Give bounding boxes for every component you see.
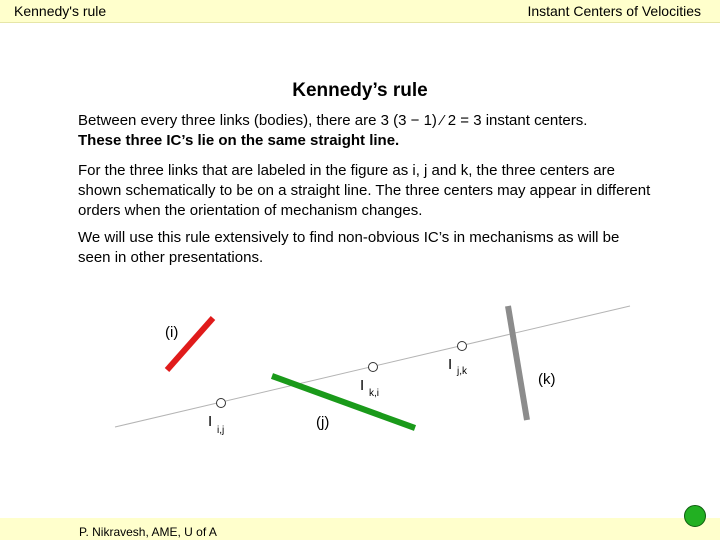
link-j-label: (j) — [316, 414, 330, 431]
header-right-title: Instant Centers of Velocities — [527, 3, 701, 19]
intro-line-2: These three IC’s lie on the same straight line. — [78, 132, 400, 149]
slide-title: Kennedy’s rule — [292, 80, 428, 101]
link-k-bar — [508, 306, 527, 420]
ic-ki-letter: I — [360, 377, 365, 394]
next-slide-button[interactable] — [684, 505, 706, 527]
ic-jk-letter: I — [448, 356, 453, 373]
footer-credit: P. Nikravesh, AME, U of A — [79, 525, 217, 539]
ic-ij-marker — [217, 399, 226, 408]
ic-ij-letter: I — [208, 413, 213, 430]
link-j-bar — [272, 376, 415, 428]
intro-line-1: Between every three links (bodies), there are 3 (3 − 1) ⁄ 2 = 3 instant centers. — [78, 112, 588, 129]
link-k-label: (k) — [538, 371, 556, 388]
ic-ij-subscript: i,j — [217, 425, 225, 436]
ic-ki-marker — [369, 363, 378, 372]
paragraph-links: For the three links that are labeled in the figure as i, j and k, the three centers are shown schematically to be on a straight line. The three centers may appear in different orders when the orientation of mechanism changes. — [78, 162, 651, 219]
ic-jk-subscript: j,k — [457, 366, 467, 377]
ic-jk-marker — [458, 342, 467, 351]
link-i-label: (i) — [165, 324, 179, 341]
paragraph-usage: We will use this rule extensively to find non-obvious IC’s in mechanisms as will be seen in other presentations. — [78, 229, 620, 266]
header-left-title: Kennedy's rule — [14, 3, 107, 19]
ic-ki-subscript: k,i — [369, 388, 379, 399]
